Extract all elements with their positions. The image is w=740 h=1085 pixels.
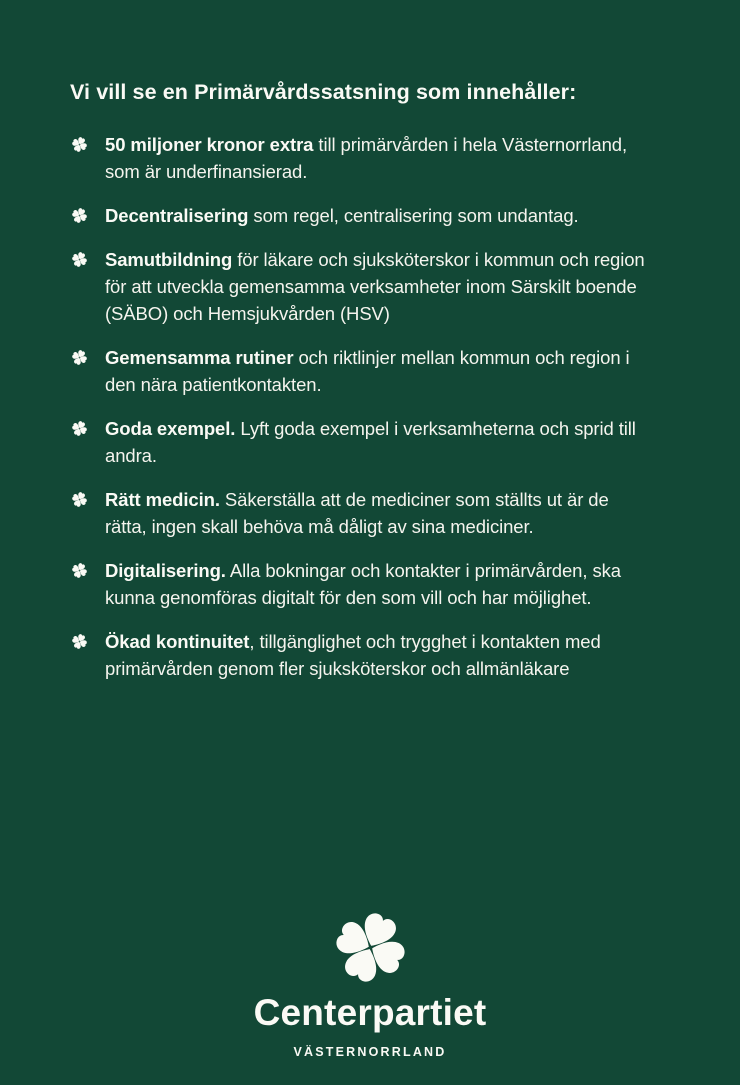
list-item bbox=[70, 628, 655, 682]
bullet-rest-text: till primärvården i hela Västernorrland, som är underfinansierad. bbox=[105, 134, 628, 182]
list-item bbox=[70, 246, 655, 327]
clover-bullet-icon bbox=[71, 633, 88, 650]
clover-bullet-icon bbox=[71, 562, 88, 579]
list-item bbox=[70, 486, 655, 540]
clover-bullet-icon bbox=[71, 349, 88, 366]
bullet-rest-text: Alla bokningar och kontakter i primärvården, ska kunna genomföras digitalt för den som vill och har möjlighet. bbox=[105, 560, 621, 608]
list-item bbox=[70, 415, 655, 469]
bullet-rest-text: för läkare och sjuksköterskor i kommun och region för att utveckla gemensamma verksamheter inom Särskilt boende (SÄBO) och Hemsjukvården (HSV) bbox=[105, 249, 645, 324]
brand-region: VÄSTERNORRLAND bbox=[293, 1045, 447, 1059]
bullet-lead-text: Samutbildning bbox=[105, 249, 233, 270]
bullet-rest-text: Lyft goda exempel i verksamheterna och sprid till andra. bbox=[105, 418, 636, 466]
bullet-lead-text: Decentralisering bbox=[105, 205, 249, 226]
bullet-lead-text: Ökad kontinuitet bbox=[105, 631, 250, 652]
bullet-lead-text: Gemensamma rutiner bbox=[105, 347, 294, 368]
list-item bbox=[70, 202, 655, 229]
clover-bullet-icon bbox=[71, 251, 88, 268]
clover-bullet-icon bbox=[71, 420, 88, 437]
bullet-lead-text: 50 miljoner kronor extra bbox=[105, 134, 314, 155]
centerpartiet-clover-logo-icon bbox=[331, 908, 410, 987]
list-item bbox=[70, 344, 655, 398]
clover-bullet-icon bbox=[71, 491, 88, 508]
bullet-rest-text: som regel, centralisering som undantag. bbox=[248, 205, 579, 226]
clover-bullet-icon bbox=[71, 136, 88, 153]
bullet-rest-text: , tillgänglighet och trygghet i kontakten med primärvården genom fler sjuksköterskor och allmänläkare bbox=[105, 631, 601, 679]
clover-bullet-icon bbox=[71, 207, 88, 224]
bullet-lead-text: Rätt medicin. bbox=[105, 489, 220, 510]
brand-name: Centerpartiet bbox=[253, 992, 487, 1034]
bullet-rest-text: Säkerställa att de mediciner som ställts ut är de rätta, ingen skall behöva må dåligt av sina mediciner. bbox=[105, 489, 609, 537]
bullet-lead-text: Goda exempel. bbox=[105, 418, 236, 439]
bullet-lead-text: Digitalisering. bbox=[105, 560, 226, 581]
bullet-rest-text: och riktlinjer mellan kommun och region i den nära patientkontakten. bbox=[105, 347, 630, 395]
page-title: Vi vill se en Primärvårdssatsning som innehåller: bbox=[70, 80, 577, 104]
list-item bbox=[70, 557, 655, 611]
brand-footer bbox=[0, 908, 740, 1085]
list-item bbox=[70, 131, 655, 185]
bullet-list bbox=[70, 131, 655, 682]
